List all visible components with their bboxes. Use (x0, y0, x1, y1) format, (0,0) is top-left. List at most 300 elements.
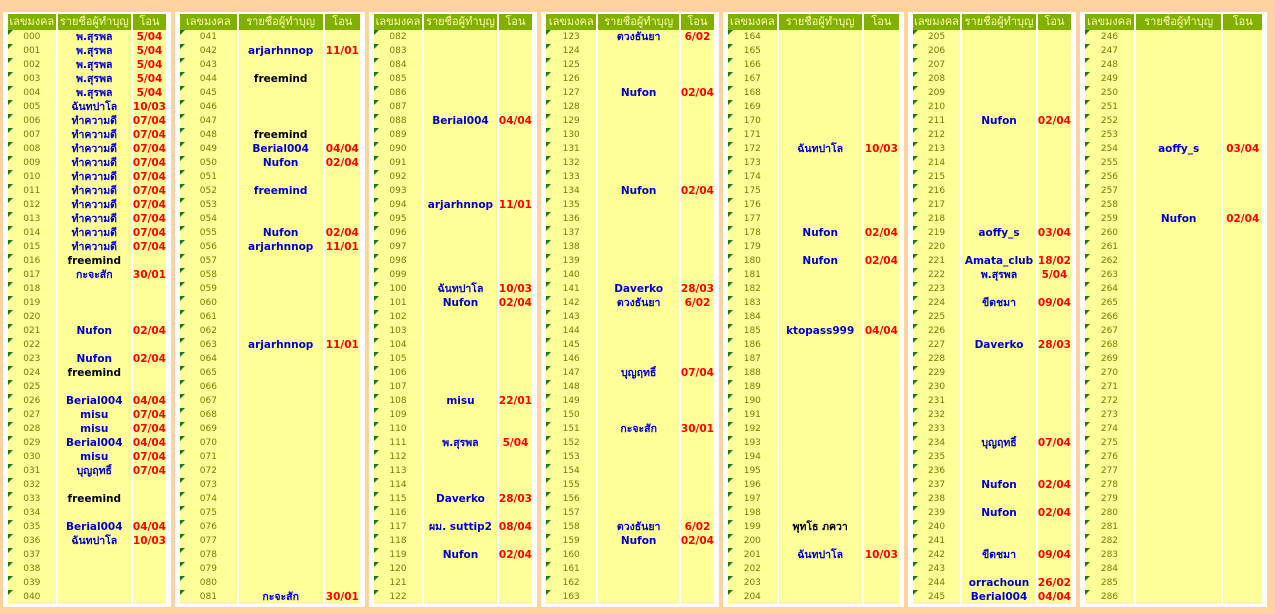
transfer-date (681, 128, 714, 142)
lucky-number: 237 (913, 478, 960, 492)
transfer-date (499, 44, 532, 58)
lucky-number: 101 (374, 296, 422, 310)
table-row (180, 338, 360, 352)
transfer-date (499, 30, 532, 44)
lucky-number: 141 (546, 282, 596, 296)
transfer-date (325, 380, 360, 394)
table-row (1085, 324, 1262, 338)
transfer-date (1223, 296, 1262, 310)
table-row (728, 212, 899, 226)
donor-name (598, 254, 679, 268)
transfer-date (864, 576, 899, 590)
table-row (546, 212, 714, 226)
table-row (180, 520, 360, 534)
lucky-number: 224 (913, 296, 960, 310)
lucky-number: 285 (1085, 576, 1134, 590)
transfer-date (325, 100, 360, 114)
donor-name (1136, 492, 1222, 506)
lucky-number: 077 (180, 534, 237, 548)
table-row (728, 100, 899, 114)
transfer-date (681, 100, 714, 114)
donor-name: Nufon (779, 254, 862, 268)
transfer-date: 18/02 (1037, 255, 1071, 267)
transfer-date: 5/04 (1038, 268, 1071, 282)
transfer-date (681, 324, 714, 338)
transfer-date (864, 212, 899, 226)
table-row (546, 72, 714, 86)
table-row (913, 240, 1071, 254)
transfer-date (864, 170, 899, 184)
transfer-date (133, 590, 166, 604)
table-row (728, 240, 899, 254)
lucky-number: 041 (180, 30, 237, 44)
lucky-number: 161 (546, 562, 596, 576)
transfer-date (325, 114, 360, 128)
lucky-number: 275 (1085, 436, 1134, 450)
lucky-number: 188 (728, 366, 777, 380)
number-block-1 (3, 12, 171, 607)
transfer-date (864, 86, 899, 100)
table-row (374, 100, 532, 114)
table-row (8, 436, 166, 450)
lucky-number: 166 (728, 58, 777, 72)
transfer-date (499, 86, 532, 100)
table-row (728, 450, 899, 464)
table-row (913, 450, 1071, 464)
table-row (546, 436, 714, 450)
lucky-number: 026 (8, 394, 56, 408)
lucky-number: 155 (546, 478, 596, 492)
donor-name (424, 408, 497, 422)
donor-name (239, 100, 323, 114)
transfer-date: 02/04 (498, 297, 532, 309)
lucky-number: 060 (180, 296, 237, 310)
donor-name (962, 58, 1036, 72)
donor-name (598, 324, 679, 338)
lucky-number: 173 (728, 156, 777, 170)
header-number: เลขมงคล (729, 15, 775, 28)
donor-name: พ.สุรพล (58, 44, 131, 58)
table-row (913, 198, 1071, 212)
lucky-number: 118 (374, 534, 422, 548)
transfer-date: 02/04 (680, 185, 714, 197)
lucky-number: 030 (8, 450, 56, 464)
lucky-number: 005 (8, 100, 56, 114)
transfer-date (681, 44, 714, 58)
lucky-number: 191 (728, 408, 777, 422)
donor-name (962, 366, 1036, 380)
transfer-date (325, 534, 360, 548)
transfer-date (1223, 268, 1262, 282)
transfer-date: 02/04 (680, 535, 714, 547)
transfer-date (864, 590, 899, 604)
donor-name (1136, 506, 1222, 520)
table-row (180, 590, 360, 604)
donor-name (239, 450, 323, 464)
transfer-date (681, 380, 714, 394)
transfer-date (325, 170, 360, 184)
lucky-number: 162 (546, 576, 596, 590)
donor-name (239, 576, 323, 590)
table-row (546, 128, 714, 142)
donor-name: Nufon (239, 156, 323, 170)
transfer-date (1038, 128, 1071, 142)
donor-name (424, 128, 497, 142)
table-row (728, 170, 899, 184)
table-row (1085, 562, 1262, 576)
table-row (8, 394, 166, 408)
header-donor: รายชื่อผู้ทำบุญ (779, 14, 862, 30)
lucky-number: 087 (374, 100, 422, 114)
table-row (728, 156, 899, 170)
lucky-number: 126 (546, 72, 596, 86)
table-row (180, 394, 360, 408)
transfer-date (681, 450, 714, 464)
donor-name (424, 576, 497, 590)
transfer-date (325, 520, 360, 534)
donor-name: ขีดชมา (962, 296, 1036, 310)
transfer-date (499, 380, 532, 394)
table-row (374, 114, 532, 128)
donor-name (598, 240, 679, 254)
transfer-date (1223, 436, 1262, 450)
table-row (180, 282, 360, 296)
donor-name (239, 30, 323, 44)
transfer-date (499, 212, 532, 226)
transfer-date (499, 464, 532, 478)
lucky-number: 158 (546, 520, 596, 534)
lucky-number: 048 (180, 128, 237, 142)
donor-name: Nufon (598, 86, 679, 100)
table-row (546, 338, 714, 352)
lucky-number: 144 (546, 324, 596, 338)
table-row (8, 268, 166, 282)
table-row (374, 562, 532, 576)
lucky-number: 011 (8, 184, 56, 198)
table-row (913, 86, 1071, 100)
lucky-number: 123 (546, 30, 596, 44)
table-row (546, 548, 714, 562)
donor-name (239, 562, 323, 576)
donor-name: Nufon (424, 548, 497, 562)
donor-name (779, 212, 862, 226)
table-row (1085, 296, 1262, 310)
lucky-number: 054 (180, 212, 237, 226)
transfer-date (1038, 198, 1071, 212)
transfer-date (133, 282, 166, 296)
transfer-date: 07/04 (132, 241, 166, 253)
table-row (546, 268, 714, 282)
lucky-number: 240 (913, 520, 960, 534)
table-row (8, 226, 166, 240)
table-row (374, 352, 532, 366)
donor-name (779, 282, 862, 296)
donor-name (779, 240, 862, 254)
table-row (1085, 394, 1262, 408)
table-row (728, 198, 899, 212)
donor-name (962, 310, 1036, 324)
transfer-date (133, 548, 166, 562)
transfer-date (325, 506, 360, 520)
lucky-number: 088 (374, 114, 422, 128)
transfer-date: 04/04 (132, 521, 166, 533)
donor-name: พ.สุรพล (58, 30, 131, 44)
donor-name (598, 198, 679, 212)
table-row (913, 576, 1071, 590)
donor-name (598, 212, 679, 226)
table-row (546, 100, 714, 114)
table-row (728, 128, 899, 142)
lucky-number: 244 (913, 576, 960, 590)
table-row (546, 534, 714, 548)
transfer-date: 5/04 (133, 30, 166, 44)
donor-name (598, 464, 679, 478)
lucky-number: 074 (180, 492, 237, 506)
table-row (1085, 128, 1262, 142)
transfer-date: 07/04 (132, 451, 166, 463)
donor-name (239, 534, 323, 548)
table-row (546, 450, 714, 464)
lucky-number: 089 (374, 128, 422, 142)
donor-name (239, 58, 323, 72)
lucky-number: 113 (374, 464, 422, 478)
transfer-date (864, 44, 899, 58)
donor-name: Berial004 (962, 590, 1036, 604)
lucky-number: 193 (728, 436, 777, 450)
transfer-date (325, 562, 360, 576)
transfer-date (1038, 366, 1071, 380)
transfer-date (864, 268, 899, 282)
transfer-date (325, 86, 360, 100)
donor-name (779, 268, 862, 282)
donor-name (1136, 156, 1222, 170)
transfer-date (681, 170, 714, 184)
transfer-date (681, 506, 714, 520)
donor-name (239, 268, 323, 282)
transfer-date (133, 380, 166, 394)
lucky-number: 086 (374, 86, 422, 100)
donor-name (598, 576, 679, 590)
donor-name: Nufon (598, 184, 679, 198)
transfer-date (681, 72, 714, 86)
donor-name: Nufon (962, 478, 1036, 492)
transfer-date (681, 464, 714, 478)
donor-name: บุญฤทธิ์ (962, 436, 1036, 450)
table-row (8, 100, 166, 114)
transfer-date (681, 338, 714, 352)
donor-name (962, 282, 1036, 296)
transfer-date: 11/01 (325, 45, 359, 57)
transfer-date (325, 296, 360, 310)
transfer-date (864, 184, 899, 198)
lucky-number: 262 (1085, 254, 1134, 268)
table-row (374, 44, 532, 58)
lucky-number: 181 (728, 268, 777, 282)
table-row (1085, 436, 1262, 450)
donor-name: Nufon (58, 324, 131, 338)
table-row (8, 576, 166, 590)
donor-name (239, 86, 323, 100)
lucky-number: 230 (913, 380, 960, 394)
table-row (8, 198, 166, 212)
transfer-date (325, 422, 360, 436)
lucky-number: 172 (728, 142, 777, 156)
lucky-number: 212 (913, 128, 960, 142)
lucky-number: 239 (913, 506, 960, 520)
lucky-number: 197 (728, 492, 777, 506)
donor-name (424, 184, 497, 198)
transfer-date (864, 296, 899, 310)
table-row (374, 408, 532, 422)
lucky-number: 223 (913, 282, 960, 296)
table-row (180, 422, 360, 436)
lucky-number: 105 (374, 352, 422, 366)
donor-name (779, 310, 862, 324)
table-row (728, 576, 899, 590)
transfer-date (133, 576, 166, 590)
donor-name (424, 254, 497, 268)
table-row (8, 464, 166, 478)
transfer-date (1223, 590, 1262, 604)
lucky-number: 098 (374, 254, 422, 268)
lucky-number: 119 (374, 548, 422, 562)
transfer-date (325, 548, 360, 562)
donor-name (239, 282, 323, 296)
table-row (546, 184, 714, 198)
lucky-number: 037 (8, 548, 56, 562)
transfer-date: 5/04 (133, 58, 166, 72)
lucky-number: 033 (8, 492, 56, 506)
transfer-date (1223, 72, 1262, 86)
transfer-date (325, 352, 360, 366)
lucky-number: 233 (913, 422, 960, 436)
transfer-date: 02/04 (864, 227, 898, 239)
header-transfer: โอน (1038, 14, 1071, 30)
table-row (913, 142, 1071, 156)
lucky-number: 189 (728, 380, 777, 394)
donor-name: ฉันทปาโล (779, 142, 862, 156)
table-row (374, 338, 532, 352)
transfer-date (1223, 492, 1262, 506)
transfer-date (864, 506, 899, 520)
lucky-number: 176 (728, 198, 777, 212)
lucky-number: 195 (728, 464, 777, 478)
donor-name (598, 44, 679, 58)
donor-name: ผม. suttip2 (424, 520, 497, 534)
transfer-date (1038, 184, 1071, 198)
transfer-date (1038, 100, 1071, 114)
table-row (1085, 142, 1262, 156)
donor-name: บุญฤทธิ์ (598, 366, 679, 380)
table-row (8, 86, 166, 100)
donor-table (911, 14, 1073, 604)
lucky-number: 266 (1085, 310, 1134, 324)
lucky-number: 131 (546, 142, 596, 156)
lucky-number: 063 (180, 338, 237, 352)
transfer-date: 02/04 (1037, 479, 1071, 491)
donor-name: ทำความดี (58, 128, 131, 142)
donor-name (779, 86, 862, 100)
lucky-number: 260 (1085, 226, 1134, 240)
donor-name (598, 478, 679, 492)
donor-name (598, 100, 679, 114)
donor-name (424, 170, 497, 184)
transfer-date (325, 184, 360, 198)
transfer-date: 02/04 (1037, 115, 1071, 127)
table-row (1085, 114, 1262, 128)
donor-name (962, 394, 1036, 408)
transfer-date (1223, 310, 1262, 324)
donor-name (424, 380, 497, 394)
transfer-date (499, 240, 532, 254)
transfer-date: 5/04 (133, 72, 166, 86)
transfer-date (499, 254, 532, 268)
table-row (180, 128, 360, 142)
table-row (180, 198, 360, 212)
lucky-number: 122 (374, 590, 422, 604)
table-row (728, 296, 899, 310)
transfer-date (1038, 520, 1071, 534)
table-row (546, 296, 714, 310)
lucky-number: 004 (8, 86, 56, 100)
lucky-number: 067 (180, 394, 237, 408)
donor-name: Berial004 (58, 520, 131, 534)
lucky-number: 111 (374, 436, 422, 450)
transfer-date (133, 506, 166, 520)
lucky-number: 110 (374, 422, 422, 436)
lucky-number: 103 (374, 324, 422, 338)
donor-name: ขีดชมา (962, 548, 1036, 562)
donor-name (779, 100, 862, 114)
transfer-date (499, 338, 532, 352)
transfer-date (681, 478, 714, 492)
lucky-number: 257 (1085, 184, 1134, 198)
table-row (374, 198, 532, 212)
header-row (728, 14, 899, 30)
transfer-date (1038, 352, 1071, 366)
lucky-number: 069 (180, 422, 237, 436)
lucky-number: 112 (374, 450, 422, 464)
table-row (913, 548, 1071, 562)
lucky-number: 002 (8, 58, 56, 72)
table-row (546, 156, 714, 170)
transfer-date (499, 100, 532, 114)
donor-name: misu (58, 422, 131, 436)
table-row (8, 506, 166, 520)
lucky-number: 061 (180, 310, 237, 324)
lucky-number: 278 (1085, 478, 1134, 492)
lucky-number: 138 (546, 240, 596, 254)
table-row (1085, 100, 1262, 114)
header-number: เลขมงคล (180, 14, 237, 30)
transfer-date: 28/03 (1037, 339, 1071, 351)
lucky-number: 140 (546, 268, 596, 282)
lucky-number: 142 (546, 296, 596, 310)
lucky-number: 279 (1085, 492, 1134, 506)
donor-name (1136, 198, 1222, 212)
lucky-number: 009 (8, 156, 56, 170)
lucky-number: 204 (728, 590, 777, 604)
donor-name (779, 464, 862, 478)
lucky-number: 116 (374, 506, 422, 520)
number-block-7 (1080, 12, 1267, 607)
donor-name (58, 380, 131, 394)
table-row (728, 352, 899, 366)
lucky-number: 036 (8, 534, 56, 548)
donor-name (598, 72, 679, 86)
table-row (8, 422, 166, 436)
table-row (728, 520, 899, 534)
